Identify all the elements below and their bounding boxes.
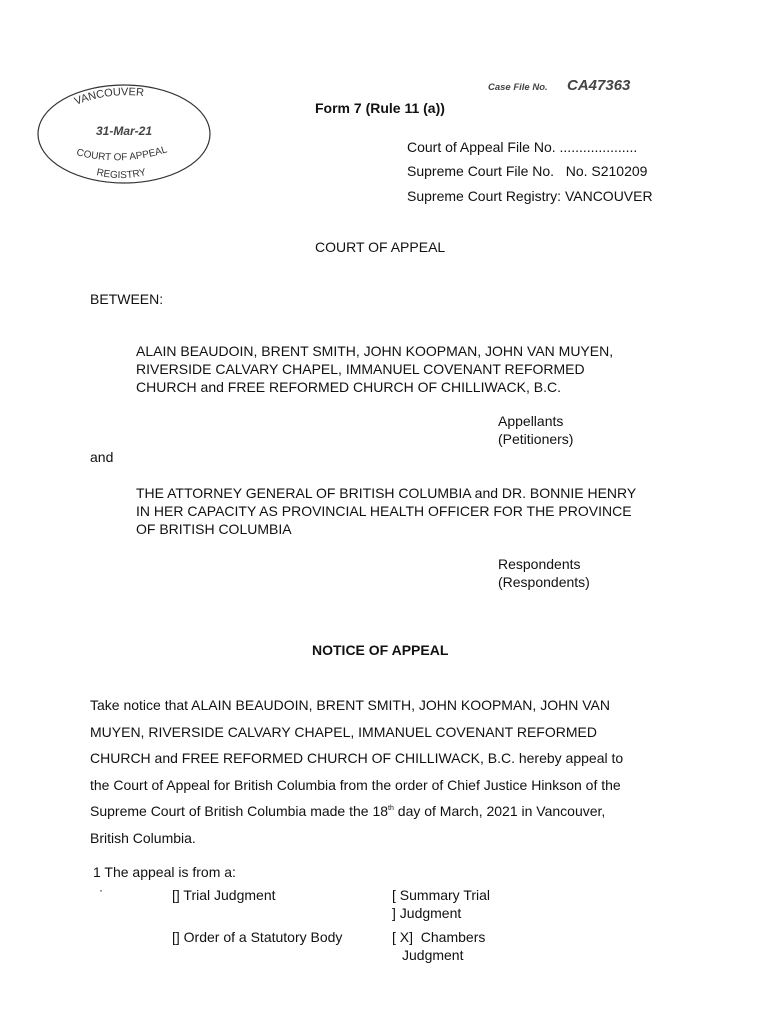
stamp-registry-line2: REGISTRY	[95, 166, 148, 182]
registry-stamp	[36, 83, 212, 185]
chambers-line1: [ X] Chambers	[392, 929, 486, 945]
notice-line: British Columbia.	[90, 829, 196, 846]
appellants-line: RIVERSIDE CALVARY CHAPEL, IMMANUEL COVENANT REFORMED	[136, 361, 585, 377]
supreme-court-file-number: Supreme Court File No. No. S210209	[407, 163, 648, 179]
respondents-line: IN HER CAPACITY AS PROVINCIAL HEALTH OFFICER FOR THE PROVINCE	[136, 503, 632, 519]
case-file-label: Case File No.	[488, 82, 548, 93]
chambers-line2: Judgment	[402, 947, 464, 963]
notice-title: NOTICE OF APPEAL	[312, 642, 449, 658]
between-label: BETWEEN:	[90, 291, 164, 307]
respondents-names	[136, 484, 636, 538]
summary-trial-line2: ] Judgment	[392, 905, 462, 921]
appellants-names	[136, 342, 613, 396]
notice-line: Take notice that ALAIN BEAUDOIN, BRENT SMITH, JOHN KOOPMAN, JOHN VAN	[90, 697, 610, 713]
form-title: Form 7 (Rule 11 (a))	[315, 100, 445, 116]
option-statutory-body: [] Order of a Statutory Body	[172, 929, 343, 945]
and-label: and	[90, 449, 114, 465]
case-file-number: CA47363	[567, 77, 631, 94]
notice-line: MUYEN, RIVERSIDE CALVARY CHAPEL, IMMANUEL COVENANT REFORMED	[90, 723, 597, 740]
court-title: COURT OF APPEAL	[315, 239, 446, 255]
notice-paragraph	[90, 692, 623, 851]
stamp-registry-line1: COURT OF APPEAL	[75, 144, 169, 164]
notice-date-before: Supreme Court of British Columbia made the 18	[90, 803, 389, 819]
respondents-line: THE ATTORNEY GENERAL OF BRITISH COLUMBIA and DR. BONNIE HENRY	[136, 485, 637, 501]
stamp-graphic	[36, 83, 212, 185]
respondents-line: OF BRITISH COLUMBIA	[136, 521, 292, 537]
respondents-role	[498, 555, 590, 591]
stamp-city: VANCOUVER	[72, 86, 145, 108]
appeal-from-heading: 1 The appeal is from a:	[93, 864, 236, 880]
respondents-role-below: (Respondents)	[498, 574, 590, 590]
appellants-line: CHURCH and FREE REFORMED CHURCH OF CHILLIWACK, B.C.	[136, 379, 561, 395]
court-of-appeal-file-number: Court of Appeal File No. ....................	[407, 139, 638, 155]
appellants-role-label: Appellants	[498, 413, 564, 429]
notice-date-after: day of March, 2021 in Vancouver,	[393, 803, 606, 819]
summary-trial-line1: [ Summary Trial	[392, 887, 491, 903]
option-summary-trial-judgment	[392, 886, 490, 922]
notice-line: CHURCH and FREE REFORMED CHURCH OF CHILLIWACK, B.C. hereby appeal to	[90, 750, 624, 766]
bullet-dot: ·	[99, 883, 103, 897]
notice-line-date	[90, 798, 623, 825]
option-chambers-judgment	[392, 928, 485, 964]
appellants-line: ALAIN BEAUDOIN, BRENT SMITH, JOHN KOOPMAN, JOHN VAN MUYEN,	[136, 343, 614, 359]
option-trial-judgment: [] Trial Judgment	[172, 887, 276, 903]
ordinal-suffix: th	[388, 805, 394, 812]
stamp-date: 31-Mar-21	[96, 124, 153, 138]
appellants-role	[498, 412, 573, 448]
respondents-role-label: Respondents	[498, 556, 581, 572]
notice-line: the Court of Appeal for British Columbia from the order of Chief Justice Hinkson of the	[90, 776, 621, 793]
supreme-court-registry: Supreme Court Registry: VANCOUVER	[407, 188, 653, 204]
appellants-role-below: (Petitioners)	[498, 431, 574, 447]
